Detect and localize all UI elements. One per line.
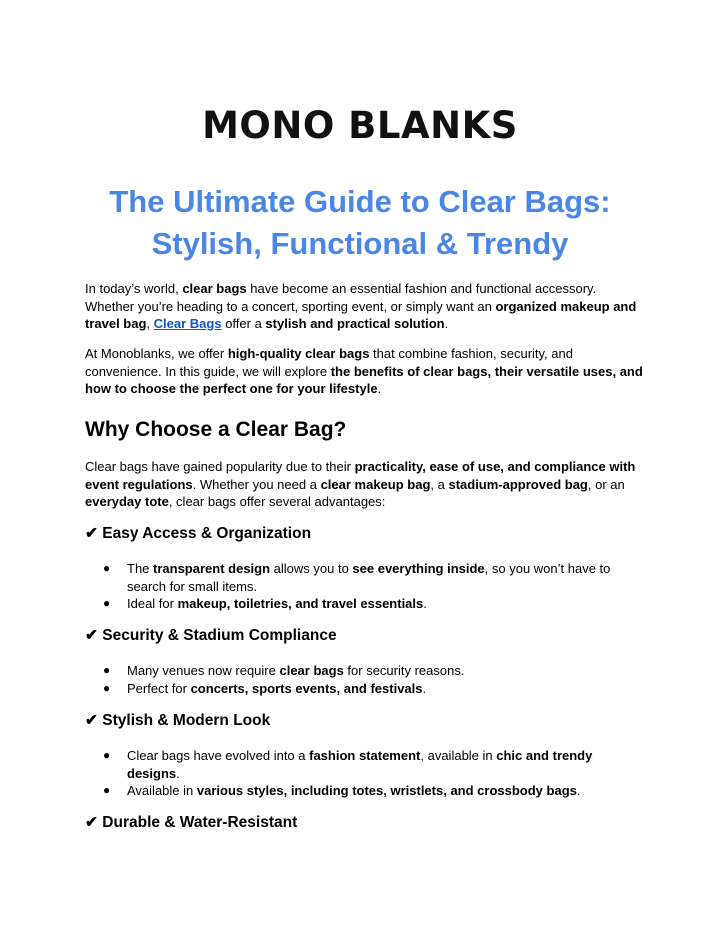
item-bold-text: chic and trendy designs bbox=[127, 748, 593, 781]
item-text: . bbox=[422, 680, 427, 696]
list-item bbox=[85, 747, 645, 782]
brand-logo: MONO BLANKS bbox=[202, 104, 518, 147]
why-bold-text: stadium-approved bag bbox=[448, 476, 588, 492]
intro-text: In today’s world, bbox=[85, 281, 183, 296]
list-item bbox=[85, 782, 645, 800]
intro-text: have become an essential fashion and functional accessory. Whether you’re heading to a concert, sporting event, or simply want an bbox=[85, 281, 597, 314]
bullet-list-stylish bbox=[85, 747, 645, 800]
item-text: Many venues now require bbox=[127, 663, 280, 678]
subheading-stylish: ✔ Stylish & Modern Look bbox=[85, 712, 271, 729]
intro-text: . bbox=[444, 316, 449, 331]
item-text: Perfect for bbox=[127, 680, 191, 696]
item-bold-text: various styles, including totes, wristlets, and crossbody bags bbox=[196, 783, 577, 798]
intro-bold-text: organized makeup and travel bag bbox=[85, 298, 637, 331]
why-bold-text: everyday tote bbox=[85, 494, 169, 509]
item-text: , so you won’t have to search for small items. bbox=[127, 561, 611, 594]
item-bold-text: see everything inside bbox=[352, 561, 485, 576]
list-item bbox=[85, 680, 645, 698]
item-text: . bbox=[423, 596, 427, 611]
item-text: Available in bbox=[127, 783, 197, 798]
intro-text: , bbox=[146, 316, 154, 331]
why-text: , a bbox=[430, 476, 449, 492]
bullet-list-security bbox=[85, 662, 645, 697]
intro-bold-text: stylish and practical solution bbox=[265, 316, 445, 331]
page-title bbox=[60, 181, 660, 265]
list-item bbox=[85, 662, 645, 680]
item-text: allows you to bbox=[270, 561, 353, 576]
bullet-icon: ● bbox=[103, 663, 111, 677]
why-text: , or an bbox=[587, 476, 625, 492]
why-text: . Whether you need a bbox=[192, 476, 321, 492]
item-bold-text: clear bags bbox=[279, 663, 344, 678]
item-text: The bbox=[127, 561, 154, 576]
why-text: Clear bags have gained popularity due to their bbox=[85, 459, 355, 474]
item-bold-text: concerts, sports events, and festivals bbox=[190, 680, 423, 696]
list-item bbox=[85, 560, 645, 595]
about-text: At Monoblanks, we offer bbox=[85, 346, 228, 361]
subheading-durable: ✔ Durable & Water-Resistant bbox=[85, 814, 298, 831]
item-bold-text: makeup, toiletries, and travel essentials bbox=[177, 596, 424, 611]
item-bold-text: fashion statement bbox=[309, 748, 421, 763]
subheading-easy-access: ✔ Easy Access & Organization bbox=[85, 525, 312, 542]
bullet-icon: ● bbox=[103, 561, 111, 575]
page-title-line-1: The Ultimate Guide to Clear Bags: bbox=[109, 184, 611, 219]
bullet-icon: ● bbox=[103, 748, 111, 762]
intro-paragraph bbox=[85, 280, 645, 333]
why-bold-text: practicality, ease of use, and compliance with event regulations bbox=[85, 459, 636, 492]
about-text: . bbox=[377, 381, 382, 396]
about-text: that combine fashion, security, and convenience. In this guide, we will explore bbox=[85, 346, 573, 379]
list-item bbox=[85, 595, 645, 613]
section-heading-why: Why Choose a Clear Bag? bbox=[85, 418, 347, 441]
bullet-icon: ● bbox=[103, 596, 111, 610]
intro-text: offer a bbox=[221, 316, 266, 331]
intro-bold-text: clear bags bbox=[182, 281, 247, 296]
item-text: , available in bbox=[420, 748, 497, 763]
item-bold-text: transparent design bbox=[153, 561, 271, 576]
bullet-icon: ● bbox=[103, 680, 111, 695]
why-paragraph bbox=[85, 458, 645, 511]
item-text: . bbox=[176, 765, 180, 781]
why-text: , clear bags offer several advantages: bbox=[168, 494, 386, 509]
why-bold-text: clear makeup bag bbox=[320, 476, 431, 492]
item-text: . bbox=[576, 783, 581, 798]
clear-bags-link[interactable]: Clear Bags bbox=[153, 316, 222, 331]
page-title-line-2: Stylish, Functional & Trendy bbox=[151, 226, 569, 261]
about-paragraph bbox=[85, 345, 645, 398]
item-text: Ideal for bbox=[127, 596, 178, 611]
about-bold-text: the benefits of clear bags, their versatile uses, and how to choose the perfect one for your lifestyle bbox=[85, 363, 643, 396]
subheading-security: ✔ Security & Stadium Compliance bbox=[85, 627, 337, 644]
bullet-icon: ● bbox=[103, 783, 111, 797]
item-text: Clear bags have evolved into a bbox=[127, 748, 310, 763]
bullet-list-easy-access bbox=[85, 560, 645, 613]
about-bold-text: high-quality clear bags bbox=[227, 346, 370, 361]
item-text: for security reasons. bbox=[343, 663, 465, 678]
